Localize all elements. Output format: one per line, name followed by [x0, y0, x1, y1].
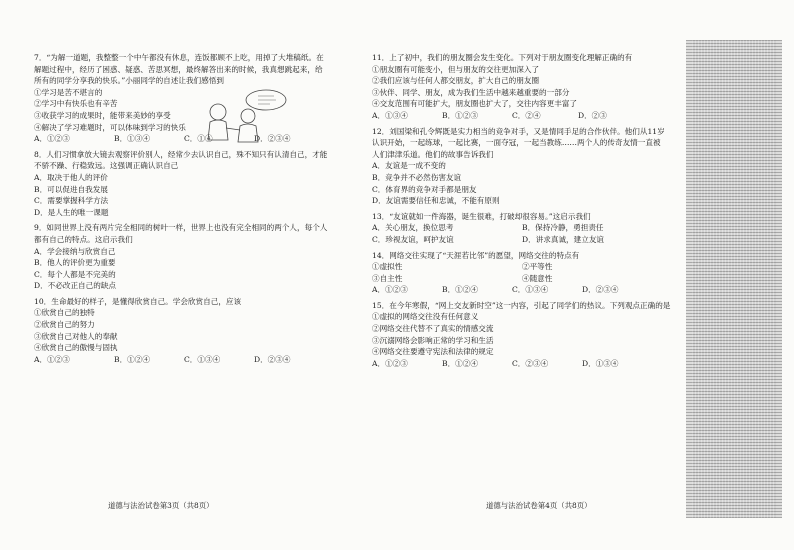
q12-option-b: B．竞争并不必然伤害友谊 [372, 172, 462, 182]
q11-options [372, 110, 682, 122]
q13-options-row-1 [372, 222, 682, 234]
q12-option-a: A．友谊是一成不变的 [372, 161, 446, 171]
q12-line-3: 人们津津乐道。他们的故事告诉我们 [372, 149, 494, 159]
q15-line-1: 15．在今年寒假，“网上交友新时空”这一内容，引起了同学们的热议。下列观点正确的是 [372, 300, 671, 310]
cartoon-illustration [196, 88, 291, 144]
q7-option-d: D．②③④ [254, 134, 291, 144]
q15-option-d: D．①③④ [582, 358, 619, 368]
q15-item-1: ①虚拟的网络交往没有任何意义 [372, 312, 479, 322]
q10-option-a: A．①②③ [34, 354, 70, 364]
q14-item-4: ④随意性 [522, 273, 553, 283]
q15-option-c: C．②③④ [512, 358, 549, 368]
q12-option-d: D．友谊需要信任和忠诚，不能有原则 [372, 196, 500, 206]
q8-line-1: 8．人们习惯拿放大镜去观察评价别人，经常少去认识自己，殊不知只有认清自己，才能 [34, 149, 328, 159]
q7-item-1: ①学习是苦不堪言的 [34, 87, 103, 97]
q11-line-1: 11．上了初中，我们的朋友圈会发生变化。下列对于朋友圈变化理解正确的有 [372, 53, 633, 62]
q12-line-1: 12．刘国梁和孔令辉既是实力相当的竞争对手，又是情同手足的合作伙伴。他们从11岁 [372, 126, 665, 136]
q10-item-1: ①欣赏自己的独特 [34, 308, 95, 318]
q11-item-4: ④交友范围有可能扩大，朋友圈也扩大了，交往内容更丰富了 [372, 99, 578, 109]
q7-option-b: B．①③④ [114, 134, 150, 144]
q14-item-1: ①虚拟性 [372, 262, 403, 272]
page-3-column [34, 52, 352, 365]
q7-line-1: 7．“为解一道题，我整整一个中午都没有休息，连饭都顾不上吃，用掉了大堆稿纸。在 [34, 53, 324, 62]
q10-option-b: B．①②④ [114, 354, 150, 364]
page-4-column [372, 52, 682, 369]
q8-option-c: C．需要掌握科学方法 [34, 196, 109, 206]
q11-option-c: C．②④ [512, 110, 541, 120]
q11-option-d: D．②③ [578, 110, 607, 120]
q7-option-c: C．①④ [184, 134, 213, 144]
q7-options [34, 133, 352, 145]
q10-option-d: D．②③④ [254, 354, 291, 364]
page-3-footer: 道德与法治试卷第3页（共8页） [108, 501, 214, 510]
q7-line-3: 所有的同学分享我的快乐。”小丽同学的自述让我们感悟到 [34, 76, 224, 86]
q10-item-2: ②欣赏自己的努力 [34, 320, 95, 330]
q13-options-row-2 [372, 234, 682, 246]
q9-option-d: D．不必改正自己的缺点 [34, 281, 117, 291]
q13-option-a: A．关心朋友，换位思考 [372, 223, 454, 233]
q15-item-2: ②网络交往代替不了真实的情感交流 [372, 324, 494, 334]
q7-line-2: 解题过程中，经历了困惑、疑惑、苦思冥想，最终解答出来的时候，我真想跳起来，给 [34, 64, 323, 74]
q11-option-a: A．①③④ [372, 110, 408, 120]
q14-options [372, 284, 682, 296]
q15-item-3: ③沉溺网络会影响正常的学习和生活 [372, 335, 494, 345]
q7-item-2: ②学习中有快乐也有辛苦 [34, 99, 118, 109]
q9-option-c: C．每个人都是不完美的 [34, 269, 116, 279]
q10-option-c: C．①③④ [184, 354, 221, 364]
q14-option-a: A．①②③ [372, 285, 408, 295]
q10-line-1: 10．生命最好的样子，是懂得欣赏自己。学会欣赏自己，应该 [34, 296, 242, 306]
q12-line-2: 认识开始，一起练球，一起比赛，一面夺冠，一起当教练……两个人的传奇友情一直被 [372, 138, 661, 148]
q8-option-a: A．取决于他人的评价 [34, 172, 108, 182]
page-4-footer: 道德与法治试卷第4页（共8页） [486, 501, 592, 510]
q14-option-d: D．②③④ [582, 285, 619, 295]
q14-option-c: C．①③④ [512, 285, 549, 295]
q14-item-3: ③自主性 [372, 273, 403, 283]
scan-noise-strip [686, 40, 782, 518]
q11-item-1: ①朋友圈有可能变小，但与朋友的交往更加深入了 [372, 64, 540, 74]
q13-option-d: D．讲求真诚，建立友谊 [522, 234, 605, 244]
q9-option-b: B．他人的评价更为重要 [34, 258, 116, 268]
q14-items-row-2 [372, 273, 682, 285]
q11-item-2: ②我们应该与任何人都交朋友，扩大自己的朋友圈 [372, 76, 540, 86]
q7-item-3: ③收获学习的成果时，能带来美妙的享受 [34, 110, 171, 120]
q14-item-2: ②平等性 [522, 262, 553, 272]
q8-line-2: 不骄不躁、行稳致远。这强调正确认识自己 [34, 161, 179, 171]
q9-line-2: 都有自己的特点。这启示我们 [34, 234, 133, 244]
q10-item-3: ③欣赏自己对他人的奉献 [34, 331, 118, 341]
q13-line-1: 13．“友谊就如一件海器，诞生很难，打破却很容易。”这启示我们 [372, 211, 591, 221]
q12-option-c: C．体育界的竞争对手都是朋友 [372, 184, 477, 194]
q15-option-b: B．①②④ [442, 358, 478, 368]
q15-option-a: A．①②③ [372, 358, 408, 368]
q8-option-d: D．是人生的唯一课题 [34, 207, 109, 217]
q11-option-b: B．①②③ [442, 110, 478, 120]
q7-item-4: ④解决了学习难题时，可以体味到学习的快乐 [34, 122, 186, 132]
scan-noise-texture [692, 40, 776, 518]
q14-items-row-1 [372, 261, 682, 273]
q11-item-3: ③伙伴、同学、朋友，成为我们生活中越来越重要的一部分 [372, 87, 570, 97]
q15-options [372, 358, 682, 370]
q14-option-b: B．①②④ [442, 285, 478, 295]
q15-item-4: ④网络交往要遵守宪法和法律的规定 [372, 347, 494, 357]
q8-option-b: B．可以促进自我发展 [34, 184, 108, 194]
q14-line-1: 14．网络交往实现了“天涯若比邻”的愿望，网络交往的特点有 [372, 250, 580, 260]
q13-option-b: B．保持冷静，勇担责任 [522, 223, 604, 233]
q9-line-1: 9．如同世界上没有两片完全相同的树叶一样，世界上也没有完全相同的两个人，每个人 [34, 223, 328, 233]
q13-option-c: C．珍视友谊，呵护友谊 [372, 234, 454, 244]
q9-option-a: A．学会接纳与欣赏自己 [34, 246, 116, 256]
q10-item-4: ④欣赏自己的傲慢与固执 [34, 343, 118, 353]
q7-option-a: A．①②③ [34, 134, 70, 144]
q10-options [34, 354, 352, 366]
